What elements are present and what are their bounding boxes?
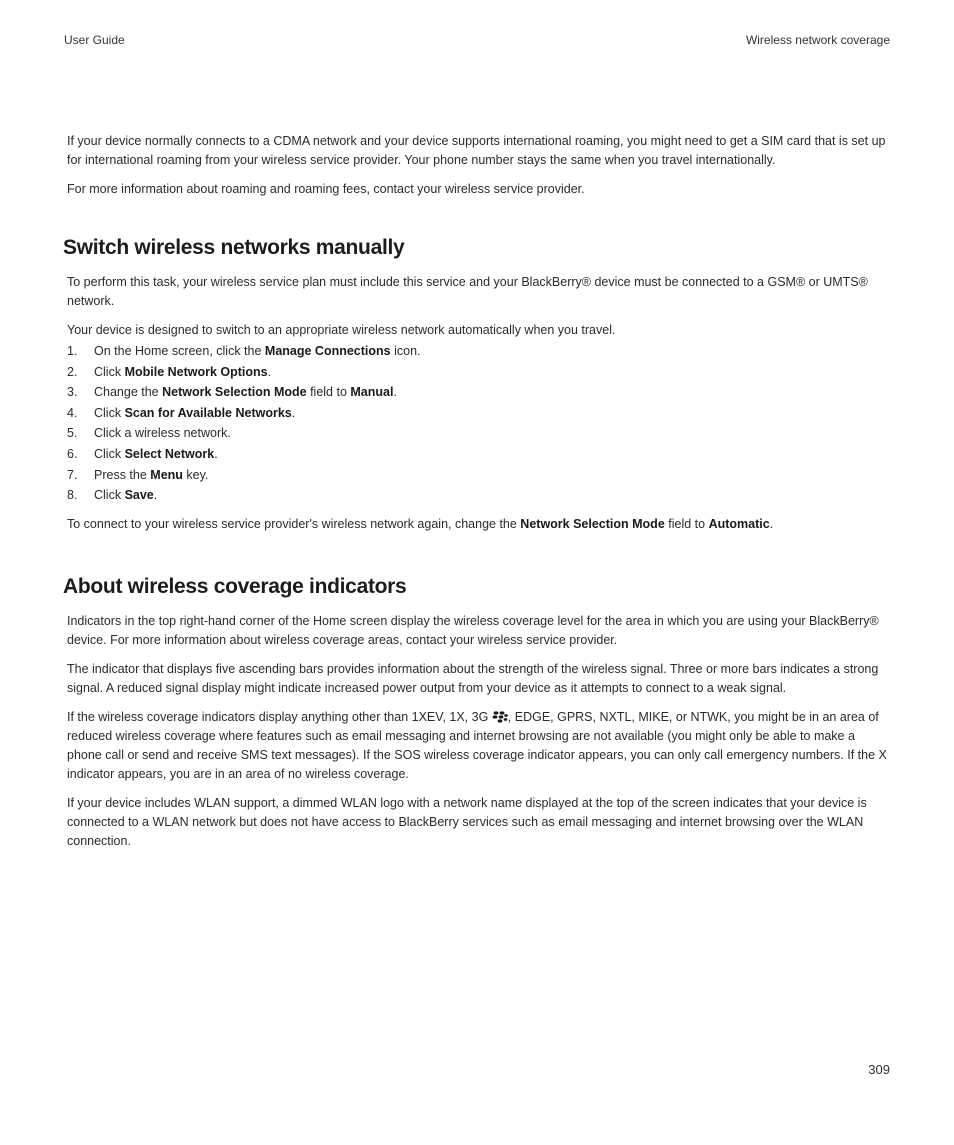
step-item: 8. Click Save. — [67, 488, 158, 503]
section-paragraph: If your device includes WLAN support, a dimmed WLAN logo with a network name displayed at the top of the screen indicates that your device is connected to a WLAN network but does not have access to BlackBerry services such as email messaging and internet browsing over the WLAN connection. — [67, 796, 867, 849]
header-chapter-title: Wireless network coverage — [745, 33, 890, 47]
intro-paragraph: If your device normally connects to a CDMA network and your device supports international roaming, you might need to get a SIM card that is set up for international roaming from your wireless service provider. Your phone number stays the same when you travel internationally. — [67, 134, 886, 167]
section-paragraph: Indicators in the top right-hand corner of the Home screen display the wireless coverage level for the area in which you are using your BlackBerry® device. For more information about wireless coverage areas, contact your wireless service provider. — [67, 614, 879, 648]
steps-list — [67, 342, 893, 505]
intro-paragraph: For more information about roaming and roaming fees, contact your wireless service provider. — [67, 182, 585, 196]
running-header — [64, 33, 890, 47]
section-paragraph: To connect to your wireless service provider's wireless network again, change the Network Selection Mode field to Automatic. — [67, 517, 774, 532]
step-item: 6. Click Select Network. — [67, 446, 218, 461]
section-paragraph: The indicator that displays five ascending bars provides information about the strength of the wireless signal. Three or more bars indicates a strong signal. A reduced signal display might indicate increased power output from your device as it attempts to connect to a weak signal. — [67, 662, 879, 696]
step-item: 5. Click a wireless network. — [67, 426, 231, 441]
page-content — [63, 132, 893, 861]
section-paragraph: Your device is designed to switch to an appropriate wireless network automatically when you travel. — [67, 323, 616, 337]
section-heading-switch-networks: Switch wireless networks manually — [63, 236, 405, 259]
blackberry-logo-icon — [492, 711, 508, 723]
step-item: 3. Change the Network Selection Mode field to Manual. — [67, 385, 397, 400]
step-item: 1. On the Home screen, click the Manage Connections icon. — [67, 344, 421, 358]
section-paragraph: To perform this task, your wireless service plan must include this service and your BlackBerry® device must be connected to a GSM® or UMTS® network. — [67, 275, 868, 308]
header-guide-title: User Guide — [64, 33, 125, 47]
step-item: 4. Click Scan for Available Networks. — [67, 405, 296, 420]
step-item: 2. Click Mobile Network Options. — [67, 364, 272, 379]
section-paragraph: If the wireless coverage indicators display anything other than 1XEV, 1X, 3G , EDGE, GPRS, NXTL, MIKE, or NTWK, you might be in an area of reduced wireless coverage where features such as email messaging and internet browsing are not available (you might only be able to make a phone call or send and receive SMS text messages). If the SOS wireless coverage indicator appears, you can only call emergency numbers. If the X indicator appears, you are in an area of no wireless coverage. — [67, 710, 887, 782]
step-item: 7. Press the Menu key. — [67, 467, 209, 482]
page-number: 309 — [868, 1062, 890, 1077]
section-heading-coverage-indicators: About wireless coverage indicators — [63, 575, 407, 599]
